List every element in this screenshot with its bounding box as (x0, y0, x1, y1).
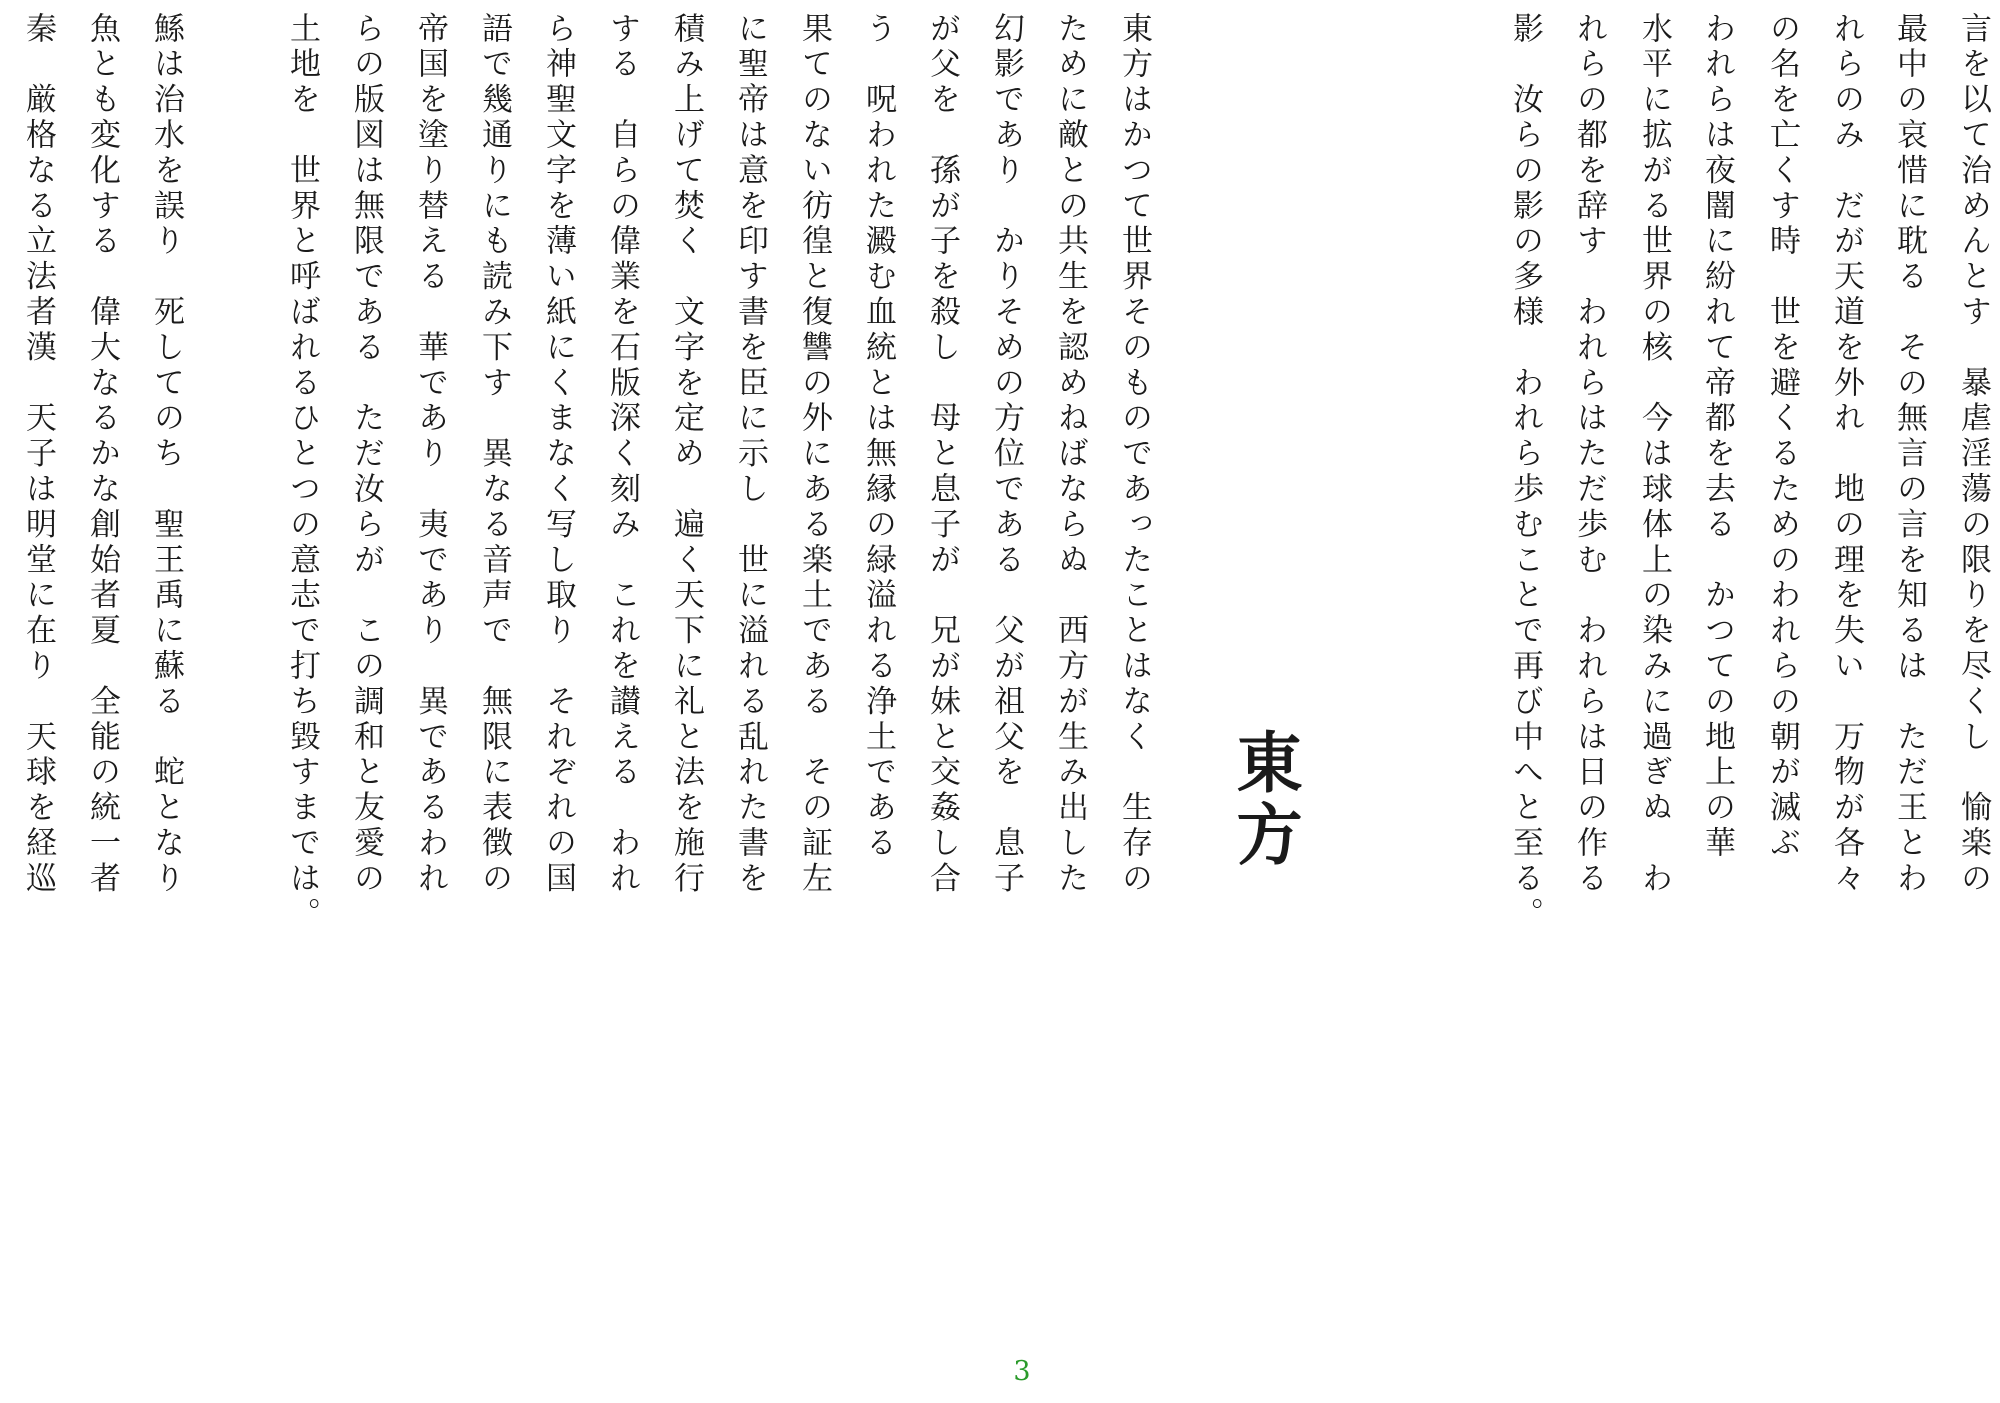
text-column: 水平に拡がる世界の核 今は球体上の染みに過ぎぬ わ (1636, 12, 1672, 897)
text-column: 帝国を塗り替える 華であり 夷であり 異であるわれ (412, 12, 448, 897)
text-column: の名を亡くす時 世を避くるためのわれらの朝が滅ぶ (1764, 12, 1800, 862)
text-column: れらのみ だが天道を外れ 地の理を失い 万物が各々 (1828, 12, 1864, 897)
text-column: 影 汝らの影の多様 われら歩むことで再び中へと至る。 (1507, 12, 1543, 933)
text-column: 秦 厳格なる立法者漢 天子は明堂に在り 天球を経巡 (20, 12, 56, 897)
text-column: 土地を 世界と呼ばれるひとつの意志で打ち毀すまでは。 (284, 12, 320, 933)
text-column: 魚とも変化する 偉大なるかな創始者夏 全能の統一者 (84, 12, 120, 897)
text-column: 東方はかつて世界そのものであったことはなく 生存の (1116, 12, 1152, 897)
text-column: 果てのない彷徨と復讐の外にある楽土である その証左 (796, 12, 832, 897)
text-column: に聖帝は意を印す書を臣に示し 世に溢れる乱れた書を (732, 12, 768, 897)
page-number: 3 (1013, 1356, 1031, 1387)
text-column: う 呪われた澱む血統とは無縁の緑溢れる浄土である (860, 12, 896, 862)
text-column: ために敵との共生を認めねばならぬ 西方が生み出した (1052, 12, 1088, 897)
text-column: する 自らの偉業を石版深く刻み これを讃える われ (604, 12, 640, 897)
text-column: ら神聖文字を薄い紙にくまなく写し取り それぞれの国 (540, 12, 576, 897)
section-title: 東方 (1225, 728, 1303, 872)
text-column: 幻影であり かりそめの方位である 父が祖父を 息子 (988, 12, 1024, 897)
text-column: らの版図は無限である ただ汝らが この調和と友愛の (348, 12, 384, 897)
text-column: が父を 孫が子を殺し 母と息子が 兄が妹と交姦し合 (924, 12, 960, 897)
text-column: れらの都を辞す われらはただ歩む われらは日の作る (1571, 12, 1607, 897)
text-column: われらは夜闇に紛れて帝都を去る かつての地上の華 (1699, 12, 1735, 862)
text-column: 鯀は治水を誤り 死してのち 聖王禹に蘇る 蛇となり (148, 12, 184, 897)
text-column: 積み上げて焚く 文字を定め 遍く天下に礼と法を施行 (668, 12, 704, 897)
text-column: 最中の哀惜に耽る その無言の言を知るは ただ王とわ (1891, 12, 1927, 897)
text-column: 言を以て治めんとす 暴虐淫蕩の限りを尽くし 愉楽の (1955, 12, 1991, 897)
text-column: 語で幾通りにも読み下す 異なる音声で 無限に表徴の (476, 12, 512, 897)
